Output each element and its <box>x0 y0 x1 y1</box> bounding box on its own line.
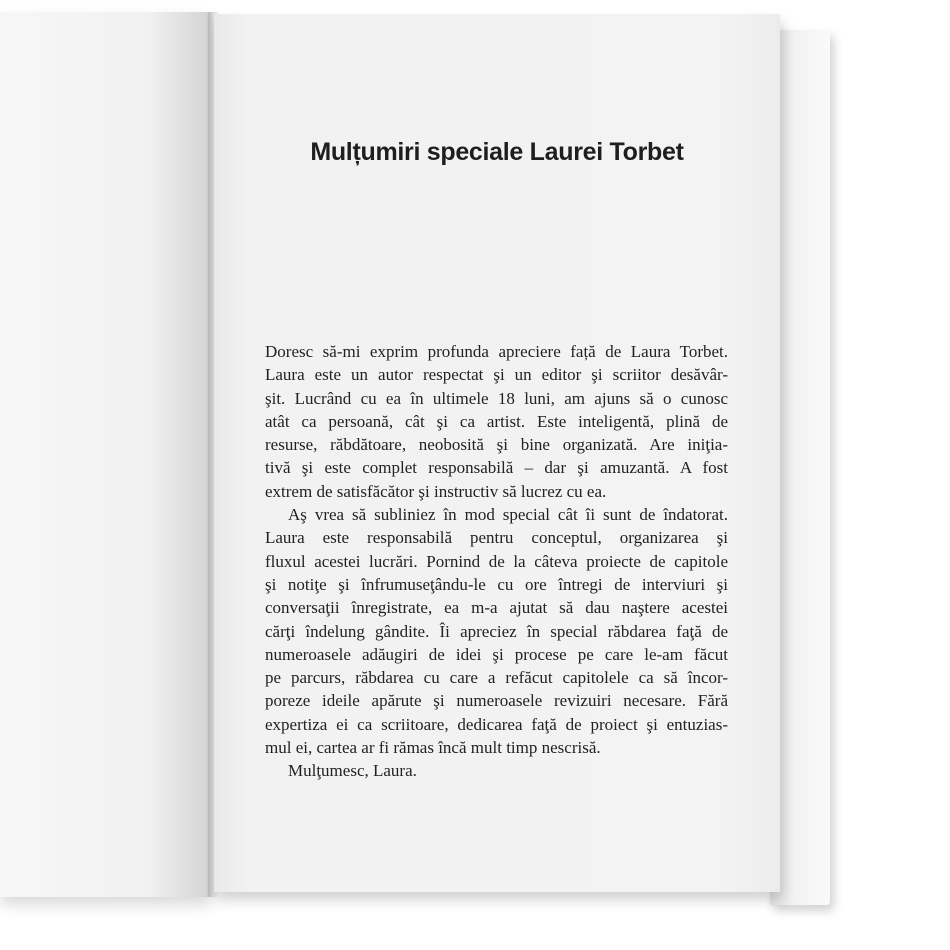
text-line: expertiza ei ca scriitoare, dedicarea faţă de proiect şi entuzias- <box>265 714 728 734</box>
text-line: mul ei, cartea ar fi rămas încă mult timp nescrisă. <box>265 738 601 758</box>
paragraph-1 <box>265 340 728 503</box>
text-line: şi notiţe şi înfrumuseţându-le cu ore întregi de interviuri şi <box>265 574 728 594</box>
text-line: conversaţii înregistrate, ea m-a ajutat să dau naştere acestei <box>265 598 728 618</box>
paragraph-3 <box>265 759 728 782</box>
text-line: resurse, răbdătoare, neobosită şi bine organizată. Are iniţia- <box>265 435 728 455</box>
text-line: tivă şi este complet responsabilă – dar şi amuzantă. A fost <box>265 458 728 478</box>
text-line: Laura este un autor respectat şi un editor şi scriitor desăvâr- <box>265 365 728 385</box>
text-line: fluxul acestei lucrări. Pornind de la câteva proiecte de capitole <box>265 551 728 571</box>
text-line: Aş vrea să subliniez în mod special cât îi sunt de îndatorat. <box>288 505 728 525</box>
page-title: Mulțumiri speciale Laurei Torbet <box>310 138 684 166</box>
text-line: extrem de satisfăcător şi instructiv să lucrez cu ea. <box>265 481 607 501</box>
text-line: Mulţumesc, Laura. <box>288 761 417 781</box>
text-line: şit. Lucrând cu ea în ultimele 18 luni, am ajuns să o cunosc <box>265 388 728 408</box>
text-line: pe parcurs, răbdarea cu care a refăcut capitolele ca să încor- <box>265 668 728 688</box>
acknowledgement-text <box>265 340 728 783</box>
text-line: Doresc să-mi exprim profunda apreciere față de Laura Torbet. <box>265 342 728 361</box>
text-line: Laura este responsabilă pentru conceptul, organizarea şi <box>265 528 728 548</box>
left-page <box>0 12 212 897</box>
text-line: cărţi îndelung gândite. Îi apreciez în special răbdarea faţă de <box>265 621 728 641</box>
text-line: numeroasele adăugiri de idei şi procese pe care le-am făcut <box>265 644 728 664</box>
text-line: atât ca persoană, cât şi ca artist. Este inteligentă, plină de <box>265 411 728 431</box>
text-line: poreze ideile apărute şi numeroasele revizuiri necesare. Fără <box>265 691 728 711</box>
paragraph-2 <box>265 503 728 759</box>
